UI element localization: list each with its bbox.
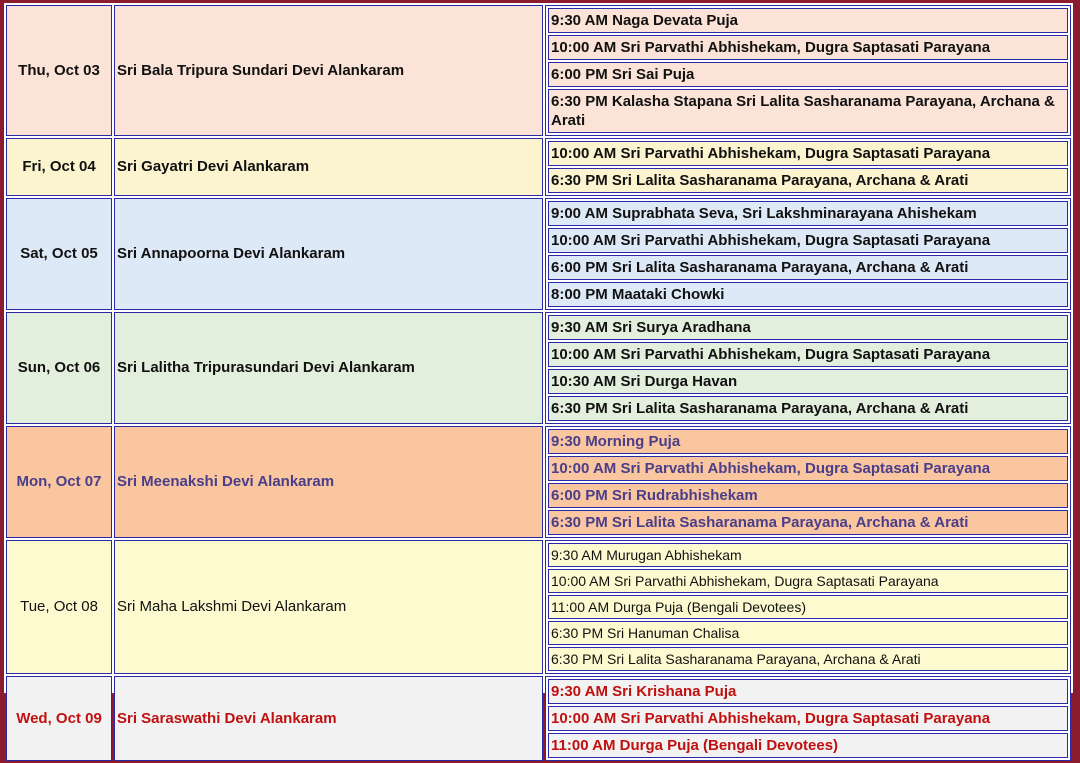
events-list [548, 199, 1068, 309]
date-cell: Sat, Oct 05 [6, 198, 112, 310]
events-list [548, 541, 1068, 673]
schedule-frame [4, 3, 1073, 754]
date-cell: Thu, Oct 03 [6, 5, 112, 136]
event-item: 10:00 AM Sri Parvathi Abhishekam, Dugra Saptasati Parayana [548, 342, 1068, 367]
day-row-oct-06 [6, 312, 1071, 424]
event-item: 9:30 AM Murugan Abhishekam [548, 543, 1068, 567]
event-item: 6:30 PM Sri Lalita Sasharanama Parayana, Archana & Arati [548, 168, 1068, 193]
alankaram-cell: Sri Annapoorna Devi Alankaram [114, 198, 543, 310]
date-cell: Sun, Oct 06 [6, 312, 112, 424]
event-item: 11:00 AM Durga Puja (Bengali Devotees) [548, 595, 1068, 619]
events-cell [545, 540, 1071, 674]
date-cell: Fri, Oct 04 [6, 138, 112, 196]
event-item: 6:30 PM Sri Lalita Sasharanama Parayana, Archana & Arati [548, 510, 1068, 535]
event-item: 6:30 PM Sri Hanuman Chalisa [548, 621, 1068, 645]
day-row-oct-04 [6, 138, 1071, 196]
event-item: 6:00 PM Sri Lalita Sasharanama Parayana, Archana & Arati [548, 255, 1068, 280]
events-list [548, 6, 1068, 135]
day-row-oct-07 [6, 426, 1071, 538]
event-item: 6:30 PM Sri Lalita Sasharanama Parayana, Archana & Arati [548, 647, 1068, 671]
schedule-body [6, 5, 1071, 761]
events-list [548, 313, 1068, 423]
navaratri-schedule-table [4, 3, 1073, 763]
alankaram-cell: Sri Saraswathi Devi Alankaram [114, 676, 543, 761]
alankaram-cell: Sri Bala Tripura Sundari Devi Alankaram [114, 5, 543, 136]
events-cell [545, 198, 1071, 310]
alankaram-cell: Sri Meenakshi Devi Alankaram [114, 426, 543, 538]
events-cell [545, 676, 1071, 761]
event-item: 6:00 PM Sri Sai Puja [548, 62, 1068, 87]
event-item: 10:30 AM Sri Durga Havan [548, 369, 1068, 394]
event-item: 6:30 PM Sri Lalita Sasharanama Parayana, Archana & Arati [548, 396, 1068, 421]
events-cell [545, 5, 1071, 136]
date-cell: Mon, Oct 07 [6, 426, 112, 538]
event-item: 10:00 AM Sri Parvathi Abhishekam, Dugra Saptasati Parayana [548, 569, 1068, 593]
event-item: 10:00 AM Sri Parvathi Abhishekam, Dugra Saptasati Parayana [548, 706, 1068, 731]
events-list [548, 139, 1068, 195]
events-list [548, 677, 1068, 760]
event-item: 9:30 AM Sri Krishana Puja [548, 679, 1068, 704]
event-item: 11:00 AM Durga Puja (Bengali Devotees) [548, 733, 1068, 758]
event-item: 10:00 AM Sri Parvathi Abhishekam, Dugra Saptasati Parayana [548, 35, 1068, 60]
events-list [548, 427, 1068, 537]
alankaram-cell: Sri Maha Lakshmi Devi Alankaram [114, 540, 543, 674]
events-cell [545, 312, 1071, 424]
alankaram-cell: Sri Gayatri Devi Alankaram [114, 138, 543, 196]
date-cell: Tue, Oct 08 [6, 540, 112, 674]
event-item: 6:00 PM Sri Rudrabhishekam [548, 483, 1068, 508]
event-item: 6:30 PM Kalasha Stapana Sri Lalita Sasharanama Parayana, Archana & Arati [548, 89, 1068, 133]
event-item: 9:30 AM Naga Devata Puja [548, 8, 1068, 33]
day-row-oct-09 [6, 676, 1071, 761]
event-item: 8:00 PM Maataki Chowki [548, 282, 1068, 307]
events-cell [545, 138, 1071, 196]
event-item: 10:00 AM Sri Parvathi Abhishekam, Dugra Saptasati Parayana [548, 228, 1068, 253]
event-item: 9:30 AM Sri Surya Aradhana [548, 315, 1068, 340]
day-row-oct-08 [6, 540, 1071, 674]
day-row-oct-03 [6, 5, 1071, 136]
events-cell [545, 426, 1071, 538]
event-item: 9:00 AM Suprabhata Seva, Sri Lakshminarayana Ahishekam [548, 201, 1068, 226]
event-item: 9:30 Morning Puja [548, 429, 1068, 454]
event-item: 10:00 AM Sri Parvathi Abhishekam, Dugra Saptasati Parayana [548, 456, 1068, 481]
alankaram-cell: Sri Lalitha Tripurasundari Devi Alankaram [114, 312, 543, 424]
date-cell: Wed, Oct 09 [6, 676, 112, 761]
day-row-oct-05 [6, 198, 1071, 310]
event-item: 10:00 AM Sri Parvathi Abhishekam, Dugra Saptasati Parayana [548, 141, 1068, 166]
